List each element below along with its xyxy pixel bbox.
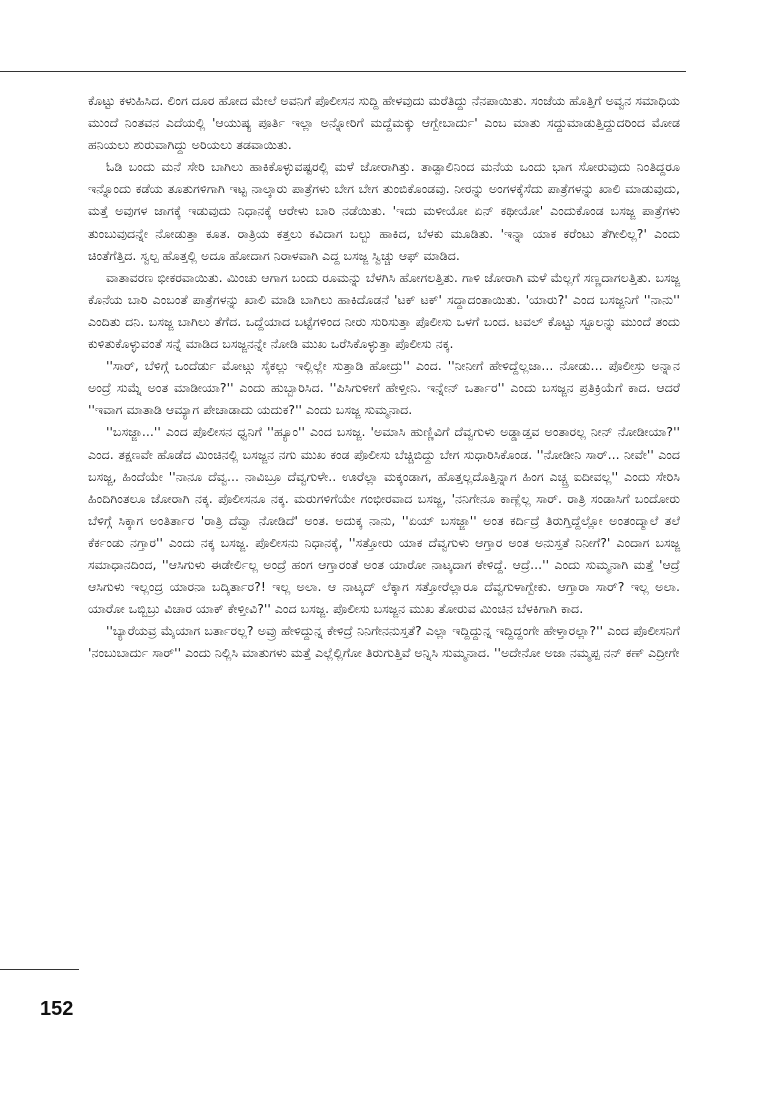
body-text: [88, 90, 680, 664]
paragraph: ''ಬ್ಯಾರೆಯವ್ರ ಮೈಯಾಗ ಬರ್ತಾರಲ್ಲ? ಅವ್ರು ಹೇಳಿದ್ದುನ್ನ ಕೇಳಿದ್ರೆ ನಿನಿಗೇನನುಸ್ತತೆ? ಎಲ್ಲಾ ಇದ್ದಿದ್ದುನ್ನ ಇದ್ದಿದ್ದಂಗೇ ಹೇಳ್ತಾರಲ್ಲಾ?'' ಎಂದ ಪೊಲೀಸನಿಗೆ 'ನಂಬುಬಾರ್ದು ಸಾರ್'' ಎಂದು ನಿಲ್ಲಿಸಿ ಮಾತುಗಳು ಮತ್ತೆ ಎಲ್ಲೆಲ್ಲಿಗೋ ತಿರುಗುತ್ತಿವೆ ಅನ್ನಿಸಿ ಸುಮ್ಮನಾದ. ''ಅದೇನೋ ಅಜಾ ನಮ್ಮಪ್ಪ ನನ್ ಕಣ್ ಎದ್ರೀಗೇ: [88, 623, 680, 661]
paragraph: ವಾತಾವರಣ ಭೀಕರವಾಯಿತು. ಮಿಂಚು ಆಗಾಗ ಬಂದು ರೂಮನ್ನು ಬೆಳಗಿಸಿ ಹೋಗಲತ್ತಿತು. ಗಾಳಿ ಜೋರಾಗಿ ಮಳೆ ಮೆಲ್ಲಗೆ ಸಣ್ಣದಾಗಲತ್ತಿತು. ಬಸಜ್ಜ ಕೊನೆಯ ಬಾರಿ ಎಂಬಂತೆ ಪಾತ್ರೆಗಳನ್ನು ಖಾಲಿ ಮಾಡಿ ಬಾಗಿಲು ಹಾಕಿದೊಡನೆ 'ಟಕ್ ಟಕ್' ಸದ್ದಾದಂತಾಯಿತು. 'ಯಾರು?' ಎಂದ ಬಸಜ್ಜನಿಗೆ ''ನಾನು'' ಎಂದಿತು ದನಿ. ಬಸಜ್ಜ ಬಾಗಿಲು ತೆಗೆದ. ಒದ್ದೆಯಾದ ಬಟ್ಟೆಗಳಿಂದ ನೀರು ಸುರಿಸುತ್ತಾ ಪೊಲೀಸು ಒಳಗೆ ಬಂದ. ಟವಲ್ ಕೊಟ್ಟು ಸ್ಟೂಲನ್ನು ಮುಂದೆ ತಂದು ಕುಳಿತುಕೊಳ್ಳುವಂತೆ ಸನ್ನೆ ಮಾಡಿದ ಬಸಜ್ಜನನ್ನೇ ನೋಡಿ ಮುಖ ಒರೆಸಿಕೊಳ್ಳುತ್ತಾ ಪೊಲೀಸು ನಕ್ಕ.: [88, 269, 680, 352]
page-number: 152: [40, 998, 74, 1020]
paragraph: ಓಡಿ ಬಂದು ಮನೆ ಸೇರಿ ಬಾಗಿಲು ಹಾಕಿಕೊಳ್ಳುವಷ್ಟರಲ್ಲಿ ಮಳೆ ಜೋರಾಗಿತ್ತು. ತಾಡ್ಪಾಲಿನಿಂದ ಮನೆಯ ಒಂದು ಭಾಗ ಸೋರುವುದು ನಿಂತಿದ್ದರೂ ಇನ್ನೊಂದು ಕಡೆಯ ತೂತುಗಳಿಗಾಗಿ ಇಟ್ಟ ನಾಲ್ಕಾರು ಪಾತ್ರೆಗಳು ಬೇಗ ಬೇಗ ತುಂಬಿಕೊಂಡವು. ನೀರನ್ನು ಅಂಗಳಕ್ಕೆಸೆದು ಪಾತ್ರೆಗಳನ್ನು ಖಾಲಿ ಮಾಡುವುದು, ಮತ್ತೆ ಅವುಗಳ ಜಾಗಕ್ಕೆ ಇಡುವುದು ನಿಧಾನಕ್ಕೆ ಆರೇಳು ಬಾರಿ ನಡೆಯಿತು. 'ಇದು ಮಳೀಯೋ ಏನ್ ಕಥೀಯೋ' ಎಂದುಕೊಂಡ ಬಸಜ್ಜ ಪಾತ್ರೆಗಳು ತುಂಬುವುದನ್ನೇ ನೋಡುತ್ತಾ ಕೂತ. ರಾತ್ರಿಯ ಕತ್ತಲು ಕವಿದಾಗ ಬಲ್ಬು ಹಾಕಿದ, ಬೆಳಕು ಮೂಡಿತು. 'ಇನ್ನಾ ಯಾಕ ಕರೆಂಟು ತೆಗೀಲಿಲ್ಲ?' ಎಂದು ಚಿಂತೆಗೆತ್ತಿದ. ಸ್ವಲ್ಪ ಹೊತ್ತಲ್ಲಿ ಅದೂ ಹೋದಾಗ ನಿರಾಳವಾಗಿ ಎದ್ದ ಬಸಜ್ಜ ಸ್ವಿಚ್ಚು ಆಫ್ ಮಾಡಿದ.: [88, 159, 680, 263]
footer-rule: [0, 969, 79, 970]
paragraph: ''ಸಾರ್, ಬೆಳಿಗ್ಗೆ ಒಂದೆರ್ಡು ಮೋಟ್ಗು ಸೈಕಲ್ಲು ಇಲ್ಲಿಲ್ಲೇ ಸುತ್ತಾಡಿ ಹೋದ್ರು'' ಎಂದ. ''ನೀನೀಗೆ ಹೇಳಿದ್ದೆಲ್ಲಜಾ... ನೋಡು... ಪೊಲೀಸ್ರು ಅನ್ನಾನ ಅಂದ್ರೆ ಸುಮ್ನೆ ಅಂತ ಮಾಡೀಯಾ?'' ಎಂದು ಹುಬ್ಬಾರಿಸಿದ. ''ಪಿಸಿಗುಳೀಗೆ ಹೇಳ್ತೀನಿ. ಇನ್ನೇನ್ ಒರ್ತಾರ'' ಎಂದು ಬಸಜ್ಜನ ಪ್ರತಿಕ್ರಿಯೆಗೆ ಕಾದ. ಆದರೆ ''ಇವಾಗ ಮಾತಾಡಿ ಆಮ್ಯಾಗ ಪೇಚಾಡಾದು ಯದುಕ?'' ಎಂದು ಬಸಜ್ಜ ಸುಮ್ಮನಾದ.: [88, 358, 680, 418]
paragraph: ಕೊಟ್ಟು ಕಳುಹಿಸಿದ. ಲಿಂಗ ದೂರ ಹೋದ ಮೇಲೆ ಅವನಿಗೆ ಪೊಲೀಸನ ಸುದ್ದಿ ಹೇಳವುದು ಮರೆತಿದ್ದು ನೆನಪಾಯಿತು. ಸಂಜೆಯ ಹೊತ್ತಿಗೆ ಅವ್ವನ ಸಮಾಧಿಯ ಮುಂದೆ ನಿಂತವನ ಎದೆಯಲ್ಲಿ 'ಆಯುಷ್ಯ ಪೂರ್ತಿ ಇಲ್ಲಾ ಅನ್ನೋರಿಗೆ ಮದ್ದೆಮಕ್ಕು ಆಗ್ಬೇಬಾರ್ದು' ಎಂಬ ಮಾತು ಸದ್ದುಮಾಡುತ್ತಿದ್ದುದರಿಂದ ಮೋಡ ಹನಿಯಲು ಶುರುವಾಗಿದ್ದು ಅರಿಯಲು ತಡವಾಯಿತು.: [88, 93, 680, 153]
header-rule: [0, 71, 686, 72]
paragraph: ''ಬಸಜ್ಜಾ...'' ಎಂದ ಪೊಲೀಸನ ಧ್ವನಿಗೆ ''ಹ್ಯೂಂ'' ಎಂದ ಬಸಜ್ಜ. 'ಅಮಾಸಿ ಹುಣ್ಣಿವಿಗೆ ದೆವ್ವಗುಳು ಅಡ್ಡಾಡ್ತವ ಅಂತಾರಲ್ಲ ನೀನ್ ನೋಡೀಯಾ?'' ಎಂದ. ತಕ್ಷಣವೇ ಹೊಡೆದ ಮಿಂಚಿನಲ್ಲಿ ಬಸಜ್ಜನ ನಗು ಮುಖ ಕಂಡ ಪೊಲೀಸು ಬೆಚ್ಚಿಬಿದ್ದು ಬೇಗ ಸುಧಾರಿಸಿಕೊಂಡ. ''ನೋಡೀನಿ ಸಾರ್... ನೀವೇ'' ಎಂದ ಬಸಜ್ಜ, ಹಿಂದೆಯೇ ''ನಾನೂ ದೆವ್ವ... ನಾವಿಬ್ರೂ ದೆವ್ವಗುಳೇ.. ಊರೆಲ್ಲಾ ಮಕ್ಕಂಡಾಗ, ಹೊತ್ತಲ್ಲದೊತ್ತಿನ್ನಾಗ ಹಿಂಗ ಎಚ್ಚ್ರ ಐದೀವಲ್ಲ'' ಎಂದು ಸೇರಿಸಿ ಹಿಂದಿಗಿಂತಲೂ ಜೋರಾಗಿ ನಕ್ಕ. ಪೊಲೀಸನೂ ನಕ್ಕ. ಮರುಗಳಿಗೆಯೇ ಗಂಭೀರವಾದ ಬಸಜ್ಜ, 'ನನಿಗೇನೂ ಕಾಣ್ಲೆಲ್ಲ ಸಾರ್. ರಾತ್ರಿ ಸಂಡಾಸಿಗೆ ಬಂದೋರು ಬೆಳಿಗ್ಗೆ ಸಿಕ್ಕಾಗ ಅಂತಿರ್ತಾರ 'ರಾತ್ರಿ ದೆವ್ವಾ ನೋಡಿದೆ' ಅಂತ. ಅದುಕ್ಕ ನಾನು, ''ಏಯ್ ಬಸಜ್ಜಾ'' ಅಂತ ಕರ್ದಿದ್ರೆ ತಿರುಗ್ತಿದ್ದೆಲ್ಲೋ ಅಂತಂದ್ಮಾಲೆ ತಲೆ ಕೆರ್ಕಂಡು ನಗ್ತಾರ'' ಎಂದು ನಕ್ಕ ಬಸಜ್ಜ. ಪೊಲೀಸನು ನಿಧಾನಕ್ಕೆ, ''ಸತ್ತೋರು ಯಾಕ ದೆವ್ವಗುಳು ಆಗ್ತಾರ ಅಂತ ಅನುಸ್ತತೆ ನಿನೀಗೆ?' ಎಂದಾಗ ಬಸಜ್ಜ ಸಮಾಧಾನದಿಂದ, ''ಆಸಿಗುಳು ಈಡೇರ್ಲಿಲ್ಲ ಅಂದ್ರೆ ಹಂಗ ಆಗ್ತಾರಂತೆ ಅಂತ ಯಾರೋ ನಾಟ್ಕದಾಗ ಕೇಳಿದ್ದೆ. ಆದ್ರೆ...'' ಎಂದು ಸುಮ್ಮನಾಗಿ ಮತ್ತೆ 'ಆದ್ರೆ ಆಸಿಗುಳು ಇಲ್ಲಂದ್ರ ಯಾರನಾ ಬದ್ಕಿರ್ತಾರ?! ಇಲ್ಲ ಅಲಾ. ಆ ನಾಟ್ಕದ್ ಲೆಕ್ಕಾಗ ಸತ್ತೋರೆಲ್ಲಾರೂ ದೆವ್ವಗುಳಾಗ್ಬೇಕು. ಆಗ್ತಾರಾ ಸಾರ್? ಇಲ್ಲ ಅಲಾ. ಯಾರೋ ಒಬ್ಬಿಬ್ರು ವಿಚಾರ ಯಾಕ್ ಕೇಳ್ತೀವಿ?'' ಎಂದ ಬಸಜ್ಜ. ಪೊಲೀಸು ಬಸಜ್ಜನ ಮುಖ ತೋರುವ ಮಿಂಚಿನ ಬೆಳಕಿಗಾಗಿ ಕಾದ.: [88, 424, 680, 617]
